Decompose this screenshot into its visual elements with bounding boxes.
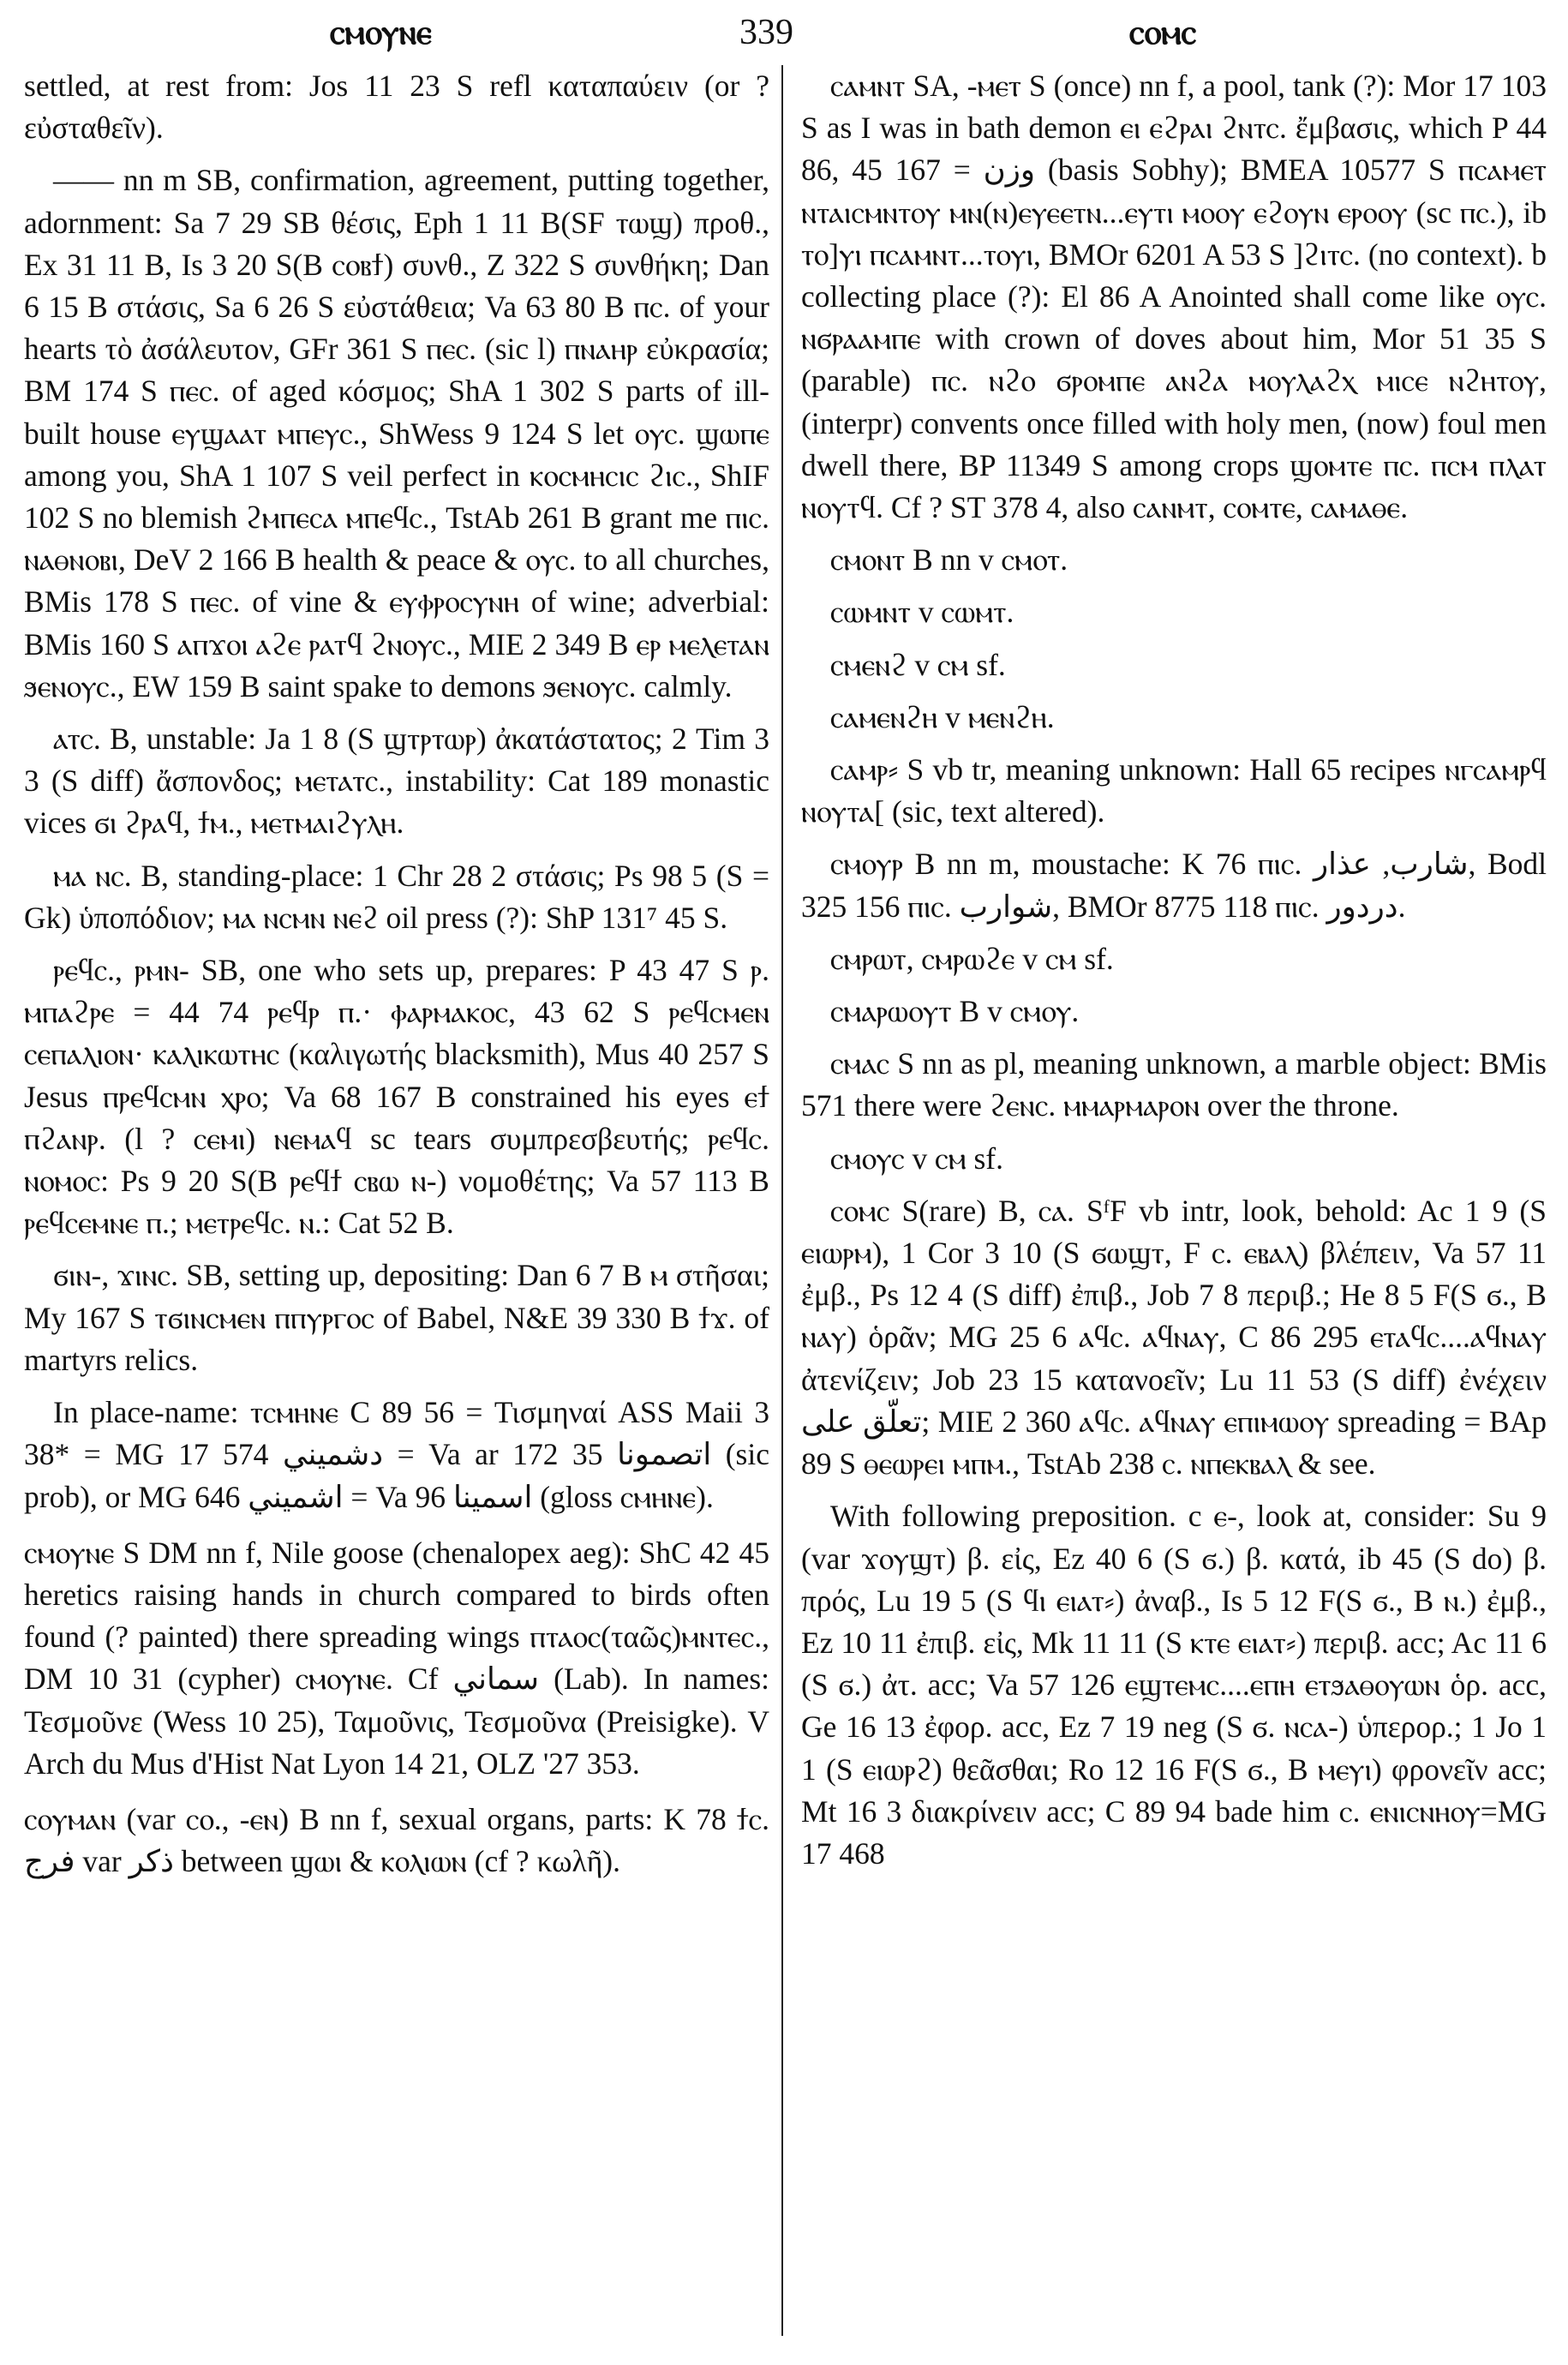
entry-paragraph: In place-name: ⲧⲥⲙⲏⲛⲉ C 89 56 = Τισμηναί ASS Maii 3 38* = MG 17 574 دشميني = Va ar 172 35 اتصمونا (sic prob), or MG 646 اشميني = Va 96 اسمينا (gloss ⲥⲙⲏⲛⲉ).: [24, 1395, 769, 1514]
cross-reference: ⲥⲙⲁⲣⲱⲟⲩⲧ B v ⲥⲙⲟⲩ.: [830, 994, 1080, 1029]
page-number: 339: [739, 13, 793, 52]
entry-paragraph: settled, at rest from: Jos 11 23 S refl καταπαύειν (or ? εὐσταθεῖν).: [24, 69, 769, 146]
cross-reference: ⲥⲙⲣⲱⲧ, ⲥⲙⲣⲱϩⲉ v ⲥⲙ sf.: [830, 941, 1114, 976]
headword-entry: ⲥⲟⲙⲥ S(rare) B, ⲥⲁ. SᶠF vb intr, look, behold: Ac 1 9 (S ⲉⲓⲱⲣⲙ), 1 Cor 3 10 (S ϭⲱϣⲧ, F ⲥ. ⲉⲃⲁⲗ) βλέπειν, Va 57 11 ἐμβ., Ps 12 4 (S diff) ἐπιβ., Job 7 8 περιβ.; He 8 5 F(S ϭ., B ⲛⲁⲩ) ὁρᾶν; MG 25 6 ⲁϥⲥ. ⲁϥⲛⲁⲩ, C 86 295 ⲉⲧⲁϥⲥ....ⲁϥⲛⲁⲩ ἀτενίζειν; Job 23 15 κατανοεῖν; Lu 11 53 (S diff) ἐνέχειν تعلّق على; MIE 2 360 ⲁϥⲥ. ⲁϥⲛⲁⲩ ⲉⲡⲓⲙⲱⲟⲩ spreading = BAp 89 S ⲑⲉⲱⲣⲉⲓ ⲙⲡⲙ., TstAb 238 ⲥ. ⲛⲡⲉⲕⲃⲁⲗ & see.: [801, 1193, 1547, 1482]
entry-paragraph: ⲁⲧⲥ. B, unstable: Ja 1 8 (S ϣⲧⲣⲧⲱⲣ) ἀκατάστατος; 2 Tim 3 3 (S diff) ἄσπονδος; ⲙⲉⲧⲁⲧⲥ., instability: Cat 189 monastic vices ϭⲓ ϩⲣⲁϥ, ϯⲙ., ⲙⲉⲧⲙⲁⲓϩⲩⲗⲏ.: [24, 721, 769, 841]
cross-reference: ⲥⲙⲟⲩⲥ v ⲥⲙ sf.: [830, 1141, 1004, 1176]
headword-entry: ⲥⲁⲙⲛⲧ SA, -ⲙⲉⲧ S (once) nn f, a pool, tank (?): Mor 17 103 S as I was in bath demon ⲉⲓ ⲉϩⲣⲁⲓ ϩⲛⲧⲥ. ἔμβασις, which P 44 86, 45 167 = وزن (basis Sobhy); BMEA 10577 S ⲡⲥⲁⲙⲉⲧ ⲛⲧⲁⲓⲥⲙⲛⲧⲟⲩ ⲙⲛ(ⲛ)ⲉⲩⲉⲉⲧⲛ...ⲉⲩⲧⲓ ⲙⲟⲟⲩ ⲉϩⲟⲩⲛ ⲉⲣⲟⲟⲩ (sc ⲡⲥ.), ib ⲧⲟ]ⲩⲓ ⲡⲥⲁⲙⲛⲧ...ⲧⲟⲩⲓ, BMOr 6201 A 53 S ]ϩⲓⲧⲥ. (no context). b collecting place (?): El 86 A Anointed shall come like ⲟⲩⲥ. ⲛϭⲣⲁⲁⲙⲡⲉ with crown of doves about him, Mor 51 35 S (parable) ⲡⲥ. ⲛϩⲟ ϭⲣⲟⲙⲡⲉ ⲁⲛϩⲁ ⲙⲟⲩⲗⲁϩⲭ ⲙⲓⲥⲉ ⲛϩⲏⲧⲟⲩ, (interpr) convents once filled with holy men, (now) foul men dwell there, BP 11349 S among crops ϣⲟⲙⲧⲉ ⲡⲥ. ⲡⲥⲙ ⲡⲗⲁⲧ ⲛⲟⲩⲧϥ. Cf ? ST 378 4, also ⲥⲁⲛⲙⲧ, ⲥⲟⲙⲧⲉ, ⲥⲁⲙⲁⲑⲉ.: [801, 69, 1547, 525]
entry-paragraph: ⲣⲉϥⲥ., ⲣⲙⲛ- SB, one who sets up, prepares: P 43 47 S ⲣ. ⲙⲡⲁϩⲣⲉ = 44 74 ⲣⲉϥⲣ ⲡ.· ⲫⲁⲣⲙⲁⲕⲟⲥ, 43 62 S ⲣⲉϥⲥⲙⲉⲛ ⲥⲉⲡⲁⲗⲓⲟⲛ· ⲕⲁⲗⲓⲕⲱⲧⲏⲥ (καλιγωτής blacksmith), Mus 40 257 S Jesus ⲡⲣⲉϥⲥⲙⲛ ⲭⲣⲟ; Va 68 167 B constrained his eyes ⲉϯ ⲡϩⲁⲛⲣ. (l ? ⲥⲉⲙⲓ) ⲛⲉⲙⲁϥ sc tears συμπρεσβευτής; ⲣⲉϥⲥ. ⲛⲟⲙⲟⲥ: Ps 9 20 S(B ⲣⲉϥϯ ⲥⲃⲱ ⲛ-) νομοθέτης; Va 57 113 B ⲣⲉϥⲥⲉⲙⲛⲉ ⲡ.; ⲙⲉⲧⲣⲉϥⲥ. ⲛ.: Cat 52 B.: [24, 953, 769, 1241]
headword-entry: ⲥⲙⲁⲥ S nn as pl, meaning unknown, a marble object: BMis 571 there were ϩⲉⲛⲥ. ⲙⲙⲁⲣⲙⲁⲣⲟⲛ over the throne.: [801, 1046, 1547, 1123]
cross-reference: ⲥⲁⲙⲉⲛϩⲏ v ⲙⲉⲛϩⲏ.: [830, 699, 1055, 734]
cross-reference: ⲥⲙⲟⲛⲧ B nn v ⲥⲙⲟⲧ.: [830, 542, 1068, 578]
entry-paragraph: With following preposition. c ⲉ-, look at, consider: Su 9 (var ϫⲟⲩϣⲧ) β. εἰς, Ez 40 6 (S ϭ.) β. κατά, ib 45 (S do) β. πρός, Lu 19 5 (S ϥⲓ ⲉⲓⲁⲧ⸗) ἀναβ., Is 5 12 F(S ϭ., B ⲛ.) ἐμβ., Ez 10 11 ἐπιβ. εἰς, Mk 11 11 (S ⲕⲧⲉ ⲉⲓⲁⲧ⸗) περιβ. acc; Ac 11 6 (S ϭ.) ἀτ. acc; Va 57 126 ⲉϣⲧⲉⲙⲥ....ⲉⲡⲏ ⲉⲧϧⲁⲑⲟⲩⲱⲛ ὁρ. acc, Ge 16 13 ἐφορ. acc, Ez 7 19 neg (S ϭ. ⲛⲥⲁ-) ὑπερορ.; 1 Jo 1 1 (S ⲉⲓⲱⲣϩ) θεᾶσθαι; Ro 12 16 F(S ϭ., B ⲙⲉⲩⲓ) φρονεῖν acc; Mt 16 3 διακρίνειν acc; C 89 94 bade him ⲥ. ⲉⲛⲓⲥⲛⲏⲟⲩ=MG 17 468: [801, 1499, 1547, 1871]
headword-entry: ⲥⲁⲙⲣ⸗ S vb tr, meaning unknown: Hall 65 recipes ⲛⲅⲥⲁⲙⲣϥ ⲛⲟⲩⲧⲁ[ (sic, text altered).: [801, 752, 1547, 829]
cross-reference: ⲥⲙⲉⲛϩ v ⲥⲙ sf.: [830, 647, 1006, 682]
left-column: [24, 65, 769, 2344]
cross-reference: ⲥⲱⲙⲛⲧ v ⲥⲱⲙⲧ.: [830, 595, 1014, 630]
column-divider: [781, 65, 783, 2336]
headword-entry: ⲥⲟⲩⲙⲁⲛ (var ⲥⲟ., -ⲉⲛ) B nn f, sexual organs, parts: K 78 ϯⲥ. فرج var ذكر between ϣⲱⲓ & ⲕⲟⲗⲓⲱⲛ (cf ? κωλῆ).: [24, 1801, 769, 1879]
entry-paragraph: —— nn m SB, confirmation, agreement, putting together, adornment: Sa 7 29 SB θέσις, Eph 1 11 B(SF ⲧⲱϣ) προθ., Ex 31 11 B, Is 3 20 S(B ⲥⲟⲃϯ) συνθ., Z 322 S συνθήκη; Dan 6 15 B στάσις, Sa 6 26 S εὐστάθεια; Va 63 80 B ⲡⲥ. of your hearts τὸ ἀσάλευτον, GFr 361 S ⲡⲉⲥ. (sic l) ⲡⲛⲁⲏⲣ εὐκρασία; BM 174 S ⲡⲉⲥ. of aged κόσμος; ShA 1 302 S parts of ill-built house ⲉⲩϣⲁⲁⲧ ⲙⲡⲉⲩⲥ., ShWess 9 124 S let ⲟⲩⲥ. ϣⲱⲡⲉ among you, ShA 1 107 S veil perfect in ⲕⲟⲥⲙⲏⲥⲓⲥ ϩⲓⲥ., ShIF 102 S no blemish ϩⲙⲡⲉⲥⲁ ⲙⲡⲉϥⲥ., TstAb 261 B grant me ⲡⲓⲥ. ⲛⲁⲑⲛⲟⲃⲓ, DeV 2 166 B health & peace & ⲟⲩⲥ. to all churches, BMis 178 S ⲡⲉⲥ. of vine & ⲉⲩⲫⲣⲟⲥⲩⲛⲏ of wine; adverbial: BMis 160 S ⲁⲡϫⲟⲓ ⲁϩⲉ ⲣⲁⲧϥ ϩⲛⲟⲩⲥ., MIE 2 349 B ⲉⲣ ⲙⲉⲗⲉⲧⲁⲛ ϧⲉⲛⲟⲩⲥ., EW 159 B saint spake to demons ϧⲉⲛⲟⲩⲥ. calmly.: [24, 163, 769, 704]
right-column: [801, 65, 1547, 2344]
entry-paragraph: ϭⲓⲛ-, ϫⲓⲛⲥ. SB, setting up, depositing: Dan 6 7 B ⲙ στῆσαι; My 167 S ⲧϭⲓⲛⲥⲙⲉⲛ ⲡⲡⲩⲣⲅⲟⲥ of Babel, N&E 39 330 B ϯϫ. of martyrs relics.: [24, 1258, 769, 1377]
running-head-left: ⲥⲙⲟⲩⲛⲉ: [330, 13, 432, 51]
running-head-right: ⲥⲟⲙⲥ: [1129, 13, 1197, 51]
headword-entry: ⲥⲙⲟⲩⲛⲉ S DM nn f, Nile goose (chenalopex aeg): ShC 42 45 heretics raising hands in church compared to birds often found (? painted) there spreading wings ⲡⲧⲁⲟⲥ(ταῶς)ⲙⲛⲧⲉⲥ., DM 10 31 (cypher) ⲥⲙⲟⲩⲛⲉ. Cf سماني (Lab). In names: Τεσμοῦνε (Wess 10 25), Ταμοῦνις, Τεσμοῦνα (Preisigke). V Arch du Mus d'Hist Nat Lyon 14 21, OLZ '27 353.: [24, 1535, 769, 1781]
entry-paragraph: ⲙⲁ ⲛⲥ. B, standing-place: 1 Chr 28 2 στάσις; Ps 98 5 (S = Gk) ὑποπόδιον; ⲙⲁ ⲛⲥⲙⲛ ⲛⲉϩ oil press (?): ShP 131⁷ 45 S.: [24, 858, 769, 935]
headword-entry: ⲥⲙⲟⲩⲣ B nn m, moustache: K 76 ⲡⲓⲥ. شارب, عذار, Bodl 325 156 ⲡⲓⲥ. شوارب, BMOr 8775 118 ⲡⲓⲥ. دردور.: [801, 847, 1547, 924]
